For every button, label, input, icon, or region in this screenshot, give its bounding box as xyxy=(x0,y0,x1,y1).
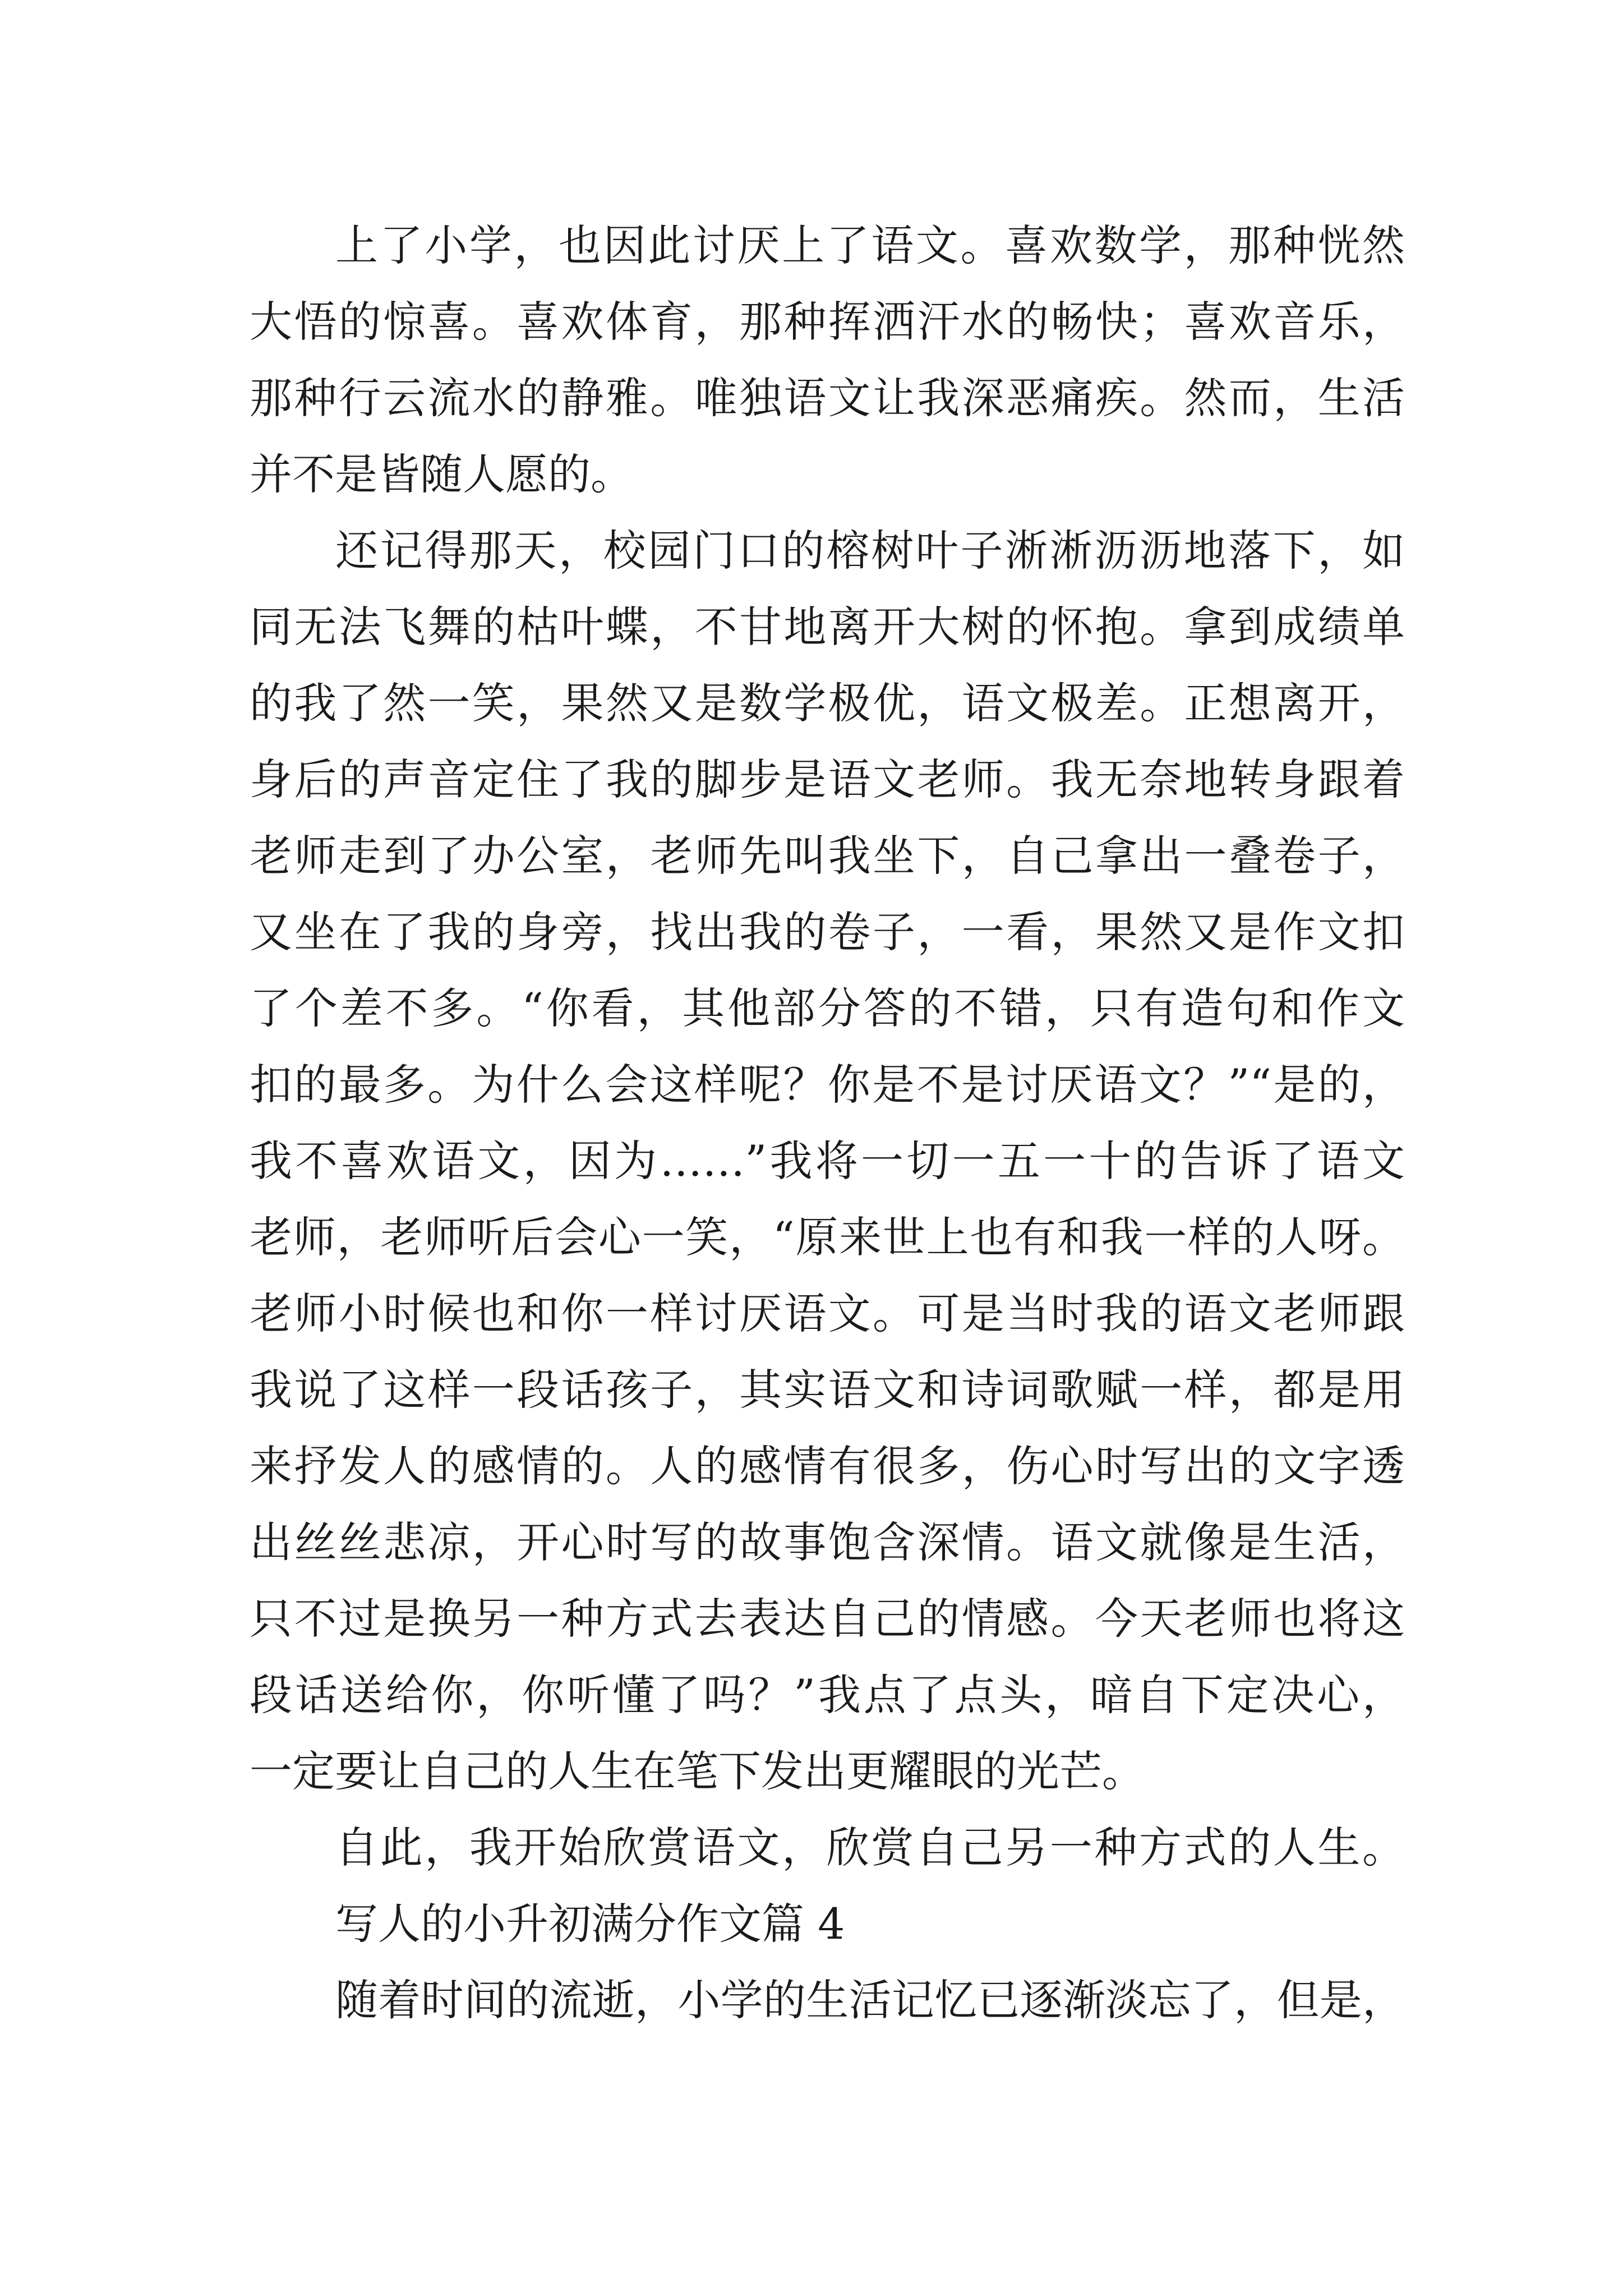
paragraph-line: 我不喜欢语文，因为……”我将一切一五一十的告诉了语文 xyxy=(250,1136,1405,1186)
paragraph-line: 上了小学，也因此讨厌上了语文。喜欢数学，那种恍然 xyxy=(335,220,1405,270)
paragraph-line: 段话送给你，你听懂了吗？”我点了点头，暗自下定决心， xyxy=(250,1670,1405,1720)
paragraph-line: 自此，我开始欣赏语文，欣赏自己另一种方式的人生。 xyxy=(335,1823,1405,1872)
paragraph-line: 老师小时候也和你一样讨厌语文。可是当时我的语文老师跟 xyxy=(250,1289,1405,1338)
paragraph-line: 身后的声音定住了我的脚步是语文老师。我无奈地转身跟着 xyxy=(250,754,1405,804)
paragraph-line: 一定要让自己的人生在笔下发出更耀眼的光芒。 xyxy=(250,1746,1145,1796)
paragraph-line: 随着时间的流逝，小学的生活记忆已逐渐淡忘了，但是， xyxy=(335,1975,1405,2025)
paragraph-line: 扣的最多。为什么会这样呢？你是不是讨厌语文？”“是的， xyxy=(250,1060,1405,1110)
paragraph-line: 老师走到了办公室，老师先叫我坐下，自己拿出一叠卷子， xyxy=(250,831,1405,881)
paragraph-line: 来抒发人的感情的。人的感情有很多，伤心时写出的文字透 xyxy=(250,1441,1405,1491)
paragraph-line: 并不是皆随人愿的。 xyxy=(250,449,633,499)
paragraph-line: 还记得那天，校园门口的榕树叶子淅淅沥沥地落下，如 xyxy=(335,526,1405,576)
paragraph-line: 只不过是换另一种方式去表达自己的情感。今天老师也将这 xyxy=(250,1594,1405,1644)
paragraph-line: 出丝丝悲凉，开心时写的故事饱含深情。语文就像是生活， xyxy=(250,1517,1405,1567)
paragraph-line: 那种行云流水的静雅。唯独语文让我深恶痛疾。然而，生活 xyxy=(250,373,1405,423)
paragraph-line: 我说了这样一段话孩子，其实语文和诗词歌赋一样，都是用 xyxy=(250,1365,1405,1415)
paragraph-line: 了个差不多。“你看，其他部分答的不错，只有造句和作文 xyxy=(250,983,1405,1033)
section-heading: 写人的小升初满分作文篇 4 xyxy=(335,1899,845,1949)
paragraph-line: 的我了然一笑，果然又是数学极优，语文极差。正想离开， xyxy=(250,678,1405,728)
paragraph-line: 老师，老师听后会心一笑，“原来世上也有和我一样的人呀。 xyxy=(250,1212,1405,1262)
paragraph-line: 同无法飞舞的枯叶蝶，不甘地离开大树的怀抱。拿到成绩单 xyxy=(250,602,1405,652)
paragraph-line: 又坐在了我的身旁，找出我的卷子，一看，果然又是作文扣 xyxy=(250,907,1405,957)
paragraph-line: 大悟的惊喜。喜欢体育，那种挥洒汗水的畅快；喜欢音乐， xyxy=(250,297,1405,347)
